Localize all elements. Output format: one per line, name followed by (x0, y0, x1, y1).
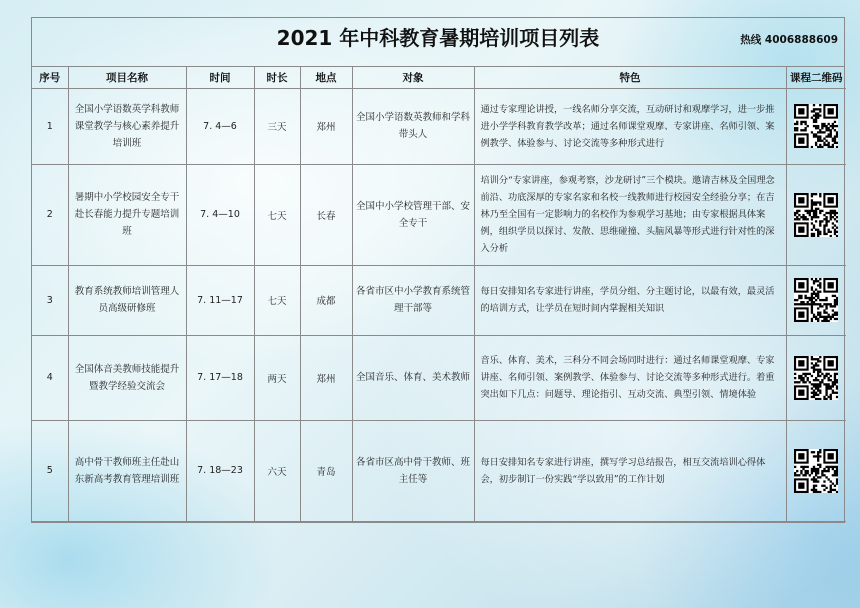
project-place: 成都 (300, 265, 352, 335)
column-header: 对象 (352, 67, 474, 88)
project-name: 暑期中小学校园安全专干赴长春能力提升专题培训班 (68, 164, 186, 265)
project-duration: 六天 (254, 420, 300, 521)
project-feature: 培训分“专家讲座，参观考察，沙龙研讨”三个模块。邀请吉林及全国理念前沿、功底深厚的专家名家和名校一线教师进行校园安全经验分享；在吉林乃至全国有一定影响力的名校作为参观学习基地；由专家根据具体案例，组织学员以探讨、发散、思维碰撞、头脑风暴等形式进行针对性的深入分析 (474, 164, 786, 265)
page-title: 2021 年中科教育暑期培训项目列表 (276, 26, 600, 50)
project-target: 全国小学语数英教师和学科带头人 (352, 88, 474, 164)
row-number: 1 (32, 88, 68, 164)
title-bar (32, 18, 844, 67)
project-duration: 七天 (254, 164, 300, 265)
project-name: 教育系统教师培训管理人员高级研修班 (68, 265, 186, 335)
qr-code-icon[interactable] (794, 356, 838, 400)
project-place: 青岛 (300, 420, 352, 521)
table-row (32, 88, 846, 164)
project-duration: 七天 (254, 265, 300, 335)
row-number: 3 (32, 265, 68, 335)
table-row (32, 265, 846, 335)
table-header-row (32, 67, 846, 88)
column-header: 序号 (32, 67, 68, 88)
qr-cell (786, 164, 846, 265)
project-time: 7. 17—18 (186, 335, 254, 420)
column-header: 时长 (254, 67, 300, 88)
project-feature: 通过专家理论讲授，一线名师分享交流，互动研讨和观摩学习，进一步推进小学学科教育教学改革；通过名师课堂观摩、专家讲座、名师引领、案例教学、体验参与、讨论交流等多种形式进行 (474, 88, 786, 164)
column-header: 项目名称 (68, 67, 186, 88)
hotline: 热线 4006888609 (740, 34, 838, 46)
column-header: 课程二维码 (786, 67, 846, 88)
project-duration: 两天 (254, 335, 300, 420)
project-place: 郑州 (300, 88, 352, 164)
training-list-sheet (31, 17, 845, 523)
table-row (32, 420, 846, 521)
column-header: 时间 (186, 67, 254, 88)
qr-cell (786, 420, 846, 521)
project-name: 全国小学语数英学科教师课堂教学与核心素养提升培训班 (68, 88, 186, 164)
column-header: 地点 (300, 67, 352, 88)
qr-code-icon[interactable] (794, 193, 838, 237)
project-table (32, 67, 846, 522)
project-target: 全国音乐、体育、美术教师 (352, 335, 474, 420)
project-name: 全国体音美教师技能提升暨教学经验交流会 (68, 335, 186, 420)
row-number: 2 (32, 164, 68, 265)
project-place: 长春 (300, 164, 352, 265)
project-duration: 三天 (254, 88, 300, 164)
qr-cell (786, 88, 846, 164)
project-time: 7. 11—17 (186, 265, 254, 335)
project-place: 郑州 (300, 335, 352, 420)
project-target: 各省市区高中骨干教师、班主任等 (352, 420, 474, 521)
project-time: 7. 4—10 (186, 164, 254, 265)
project-feature: 每日安排知名专家进行讲座，撰写学习总结报告，相互交流培训心得体会，初步制订一份实践“学以致用”的工作计划 (474, 420, 786, 521)
project-time: 7. 18—23 (186, 420, 254, 521)
project-target: 各省市区中小学教育系统管理干部等 (352, 265, 474, 335)
table-row (32, 164, 846, 265)
project-feature: 音乐、体育、美术，三科分不同会场同时进行：通过名师课堂观摩、专家讲座、名师引领、案例教学、体验参与、讨论交流等多种形式进行。着重突出如下几点：问题导、理论指引、互动交流、典型引领、情境体验 (474, 335, 786, 420)
column-header: 特色 (474, 67, 786, 88)
row-number: 4 (32, 335, 68, 420)
project-time: 7. 4—6 (186, 88, 254, 164)
qr-cell (786, 335, 846, 420)
row-number: 5 (32, 420, 68, 521)
project-feature: 每日安排知名专家进行讲座，学员分组、分主题讨论，以最有效，最灵活的培训方式，让学员在短时间内掌握相关知识 (474, 265, 786, 335)
qr-cell (786, 265, 846, 335)
table-row (32, 335, 846, 420)
qr-code-icon[interactable] (794, 449, 838, 493)
project-name: 高中骨干教师班主任赴山东新高考教育管理培训班 (68, 420, 186, 521)
qr-code-icon[interactable] (794, 104, 838, 148)
qr-code-icon[interactable] (794, 278, 838, 322)
project-target: 全国中小学校管理干部、安全专干 (352, 164, 474, 265)
